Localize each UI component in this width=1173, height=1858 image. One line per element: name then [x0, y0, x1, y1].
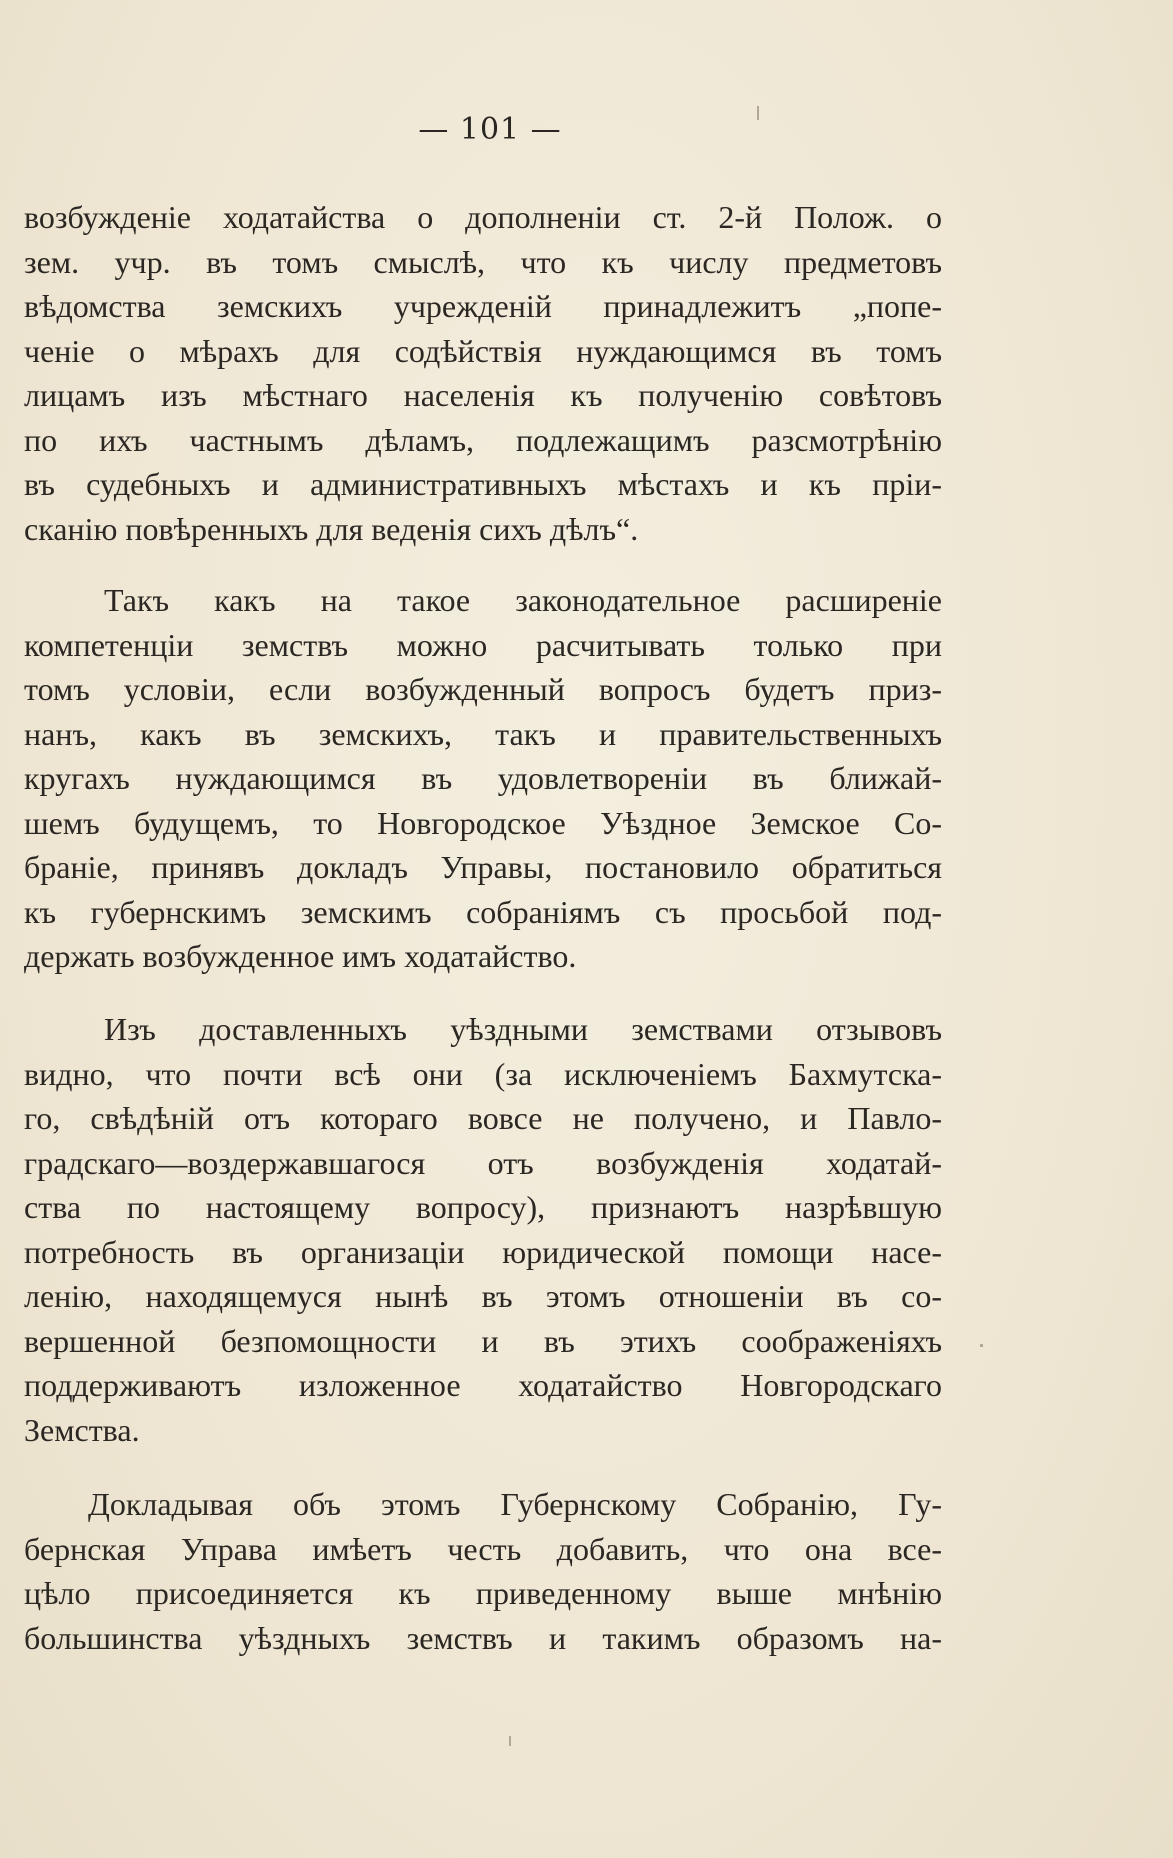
paper-speck	[980, 1344, 983, 1347]
text-line: томъ условіи, если возбужденный вопросъ будетъ приз-	[24, 671, 942, 707]
text-line: лицамъ изъ мѣстнаго населенія къ полученію совѣтовъ	[24, 377, 942, 413]
text-line: въ судебныхъ и административныхъ мѣстахъ и къ пріи-	[24, 466, 942, 502]
text-line: градскаго—воздержавшагося отъ возбужденія ходатай-	[24, 1144, 942, 1181]
paragraph-4	[24, 1482, 942, 1660]
text-line: зем. учр. въ томъ смыслѣ, что къ числу предметовъ	[24, 243, 942, 280]
paper-speck	[509, 1736, 511, 1746]
text-line: Земства.	[24, 1411, 140, 1448]
text-line: къ губернскимъ земскимъ собраніямъ съ просьбой под-	[24, 893, 942, 930]
paragraph-2	[24, 578, 942, 979]
page-number: — 101 —	[418, 112, 562, 147]
text-line: ства по настоящему вопросу), признаютъ назрѣвшую	[24, 1189, 942, 1225]
paragraph-3	[24, 1007, 942, 1452]
text-line: потребность въ организаціи юридической помощи насе-	[24, 1233, 942, 1270]
text-line: бернская Управа имѣетъ честь добавить, что она все-	[24, 1530, 942, 1567]
text-line: по ихъ частнымъ дѣламъ, подлежащимъ разсмотрѣнію	[24, 421, 942, 458]
text-line: большинства уѣздныхъ земствъ и такимъ образомъ на-	[24, 1619, 942, 1656]
text-line: видно, что почти всѣ они (за исключеніемъ Бахмутска-	[24, 1055, 942, 1092]
text-line: ленію, находящемуся нынѣ въ этомъ отношеніи въ со-	[24, 1278, 942, 1314]
text-line: вѣдомства земскихъ учрежденій принадлежитъ „попе-	[24, 288, 942, 324]
text-line: Докладывая объ этомъ Губернскому Собранію, Гу-	[88, 1486, 942, 1522]
text-line: держать возбужденное имъ ходатайство.	[24, 938, 577, 974]
text-line: возбужденіе ходатайства о дополненіи ст. 2-й Полож. о	[24, 199, 942, 235]
text-line: поддерживаютъ изложенное ходатайство Новгородскаго	[24, 1367, 942, 1403]
text-line: цѣло присоединяется къ приведенному выше мнѣнію	[24, 1575, 942, 1611]
text-line: Такъ какъ на такое законодательное расширеніе	[104, 582, 942, 618]
text-line: кругахъ нуждающимся въ удовлетвореніи въ ближай-	[24, 760, 942, 796]
text-line: вершенной безпомощности и въ этихъ соображеніяхъ	[24, 1322, 942, 1359]
text-line: нанъ, какъ въ земскихъ, такъ и правительственныхъ	[24, 715, 942, 752]
paragraph-1	[24, 195, 942, 551]
text-line: шемъ будущемъ, то Новгородское Уѣздное Земское Со-	[24, 804, 942, 841]
text-line: браніе, принявъ докладъ Управы, постановило обратиться	[24, 849, 942, 885]
text-line: ченіе о мѣрахъ для содѣйствія нуждающимся въ томъ	[24, 332, 942, 369]
text-line: компетенціи земствъ можно расчитывать только при	[24, 626, 942, 663]
text-line: го, свѣдѣній отъ котораго вовсе не получено, и Павло-	[24, 1100, 942, 1136]
text-line: Изъ доставленныхъ уѣздными земствами отзывовъ	[104, 1011, 942, 1047]
text-line: сканію повѣренныхъ для веденія сихъ дѣлъ“.	[24, 510, 639, 547]
